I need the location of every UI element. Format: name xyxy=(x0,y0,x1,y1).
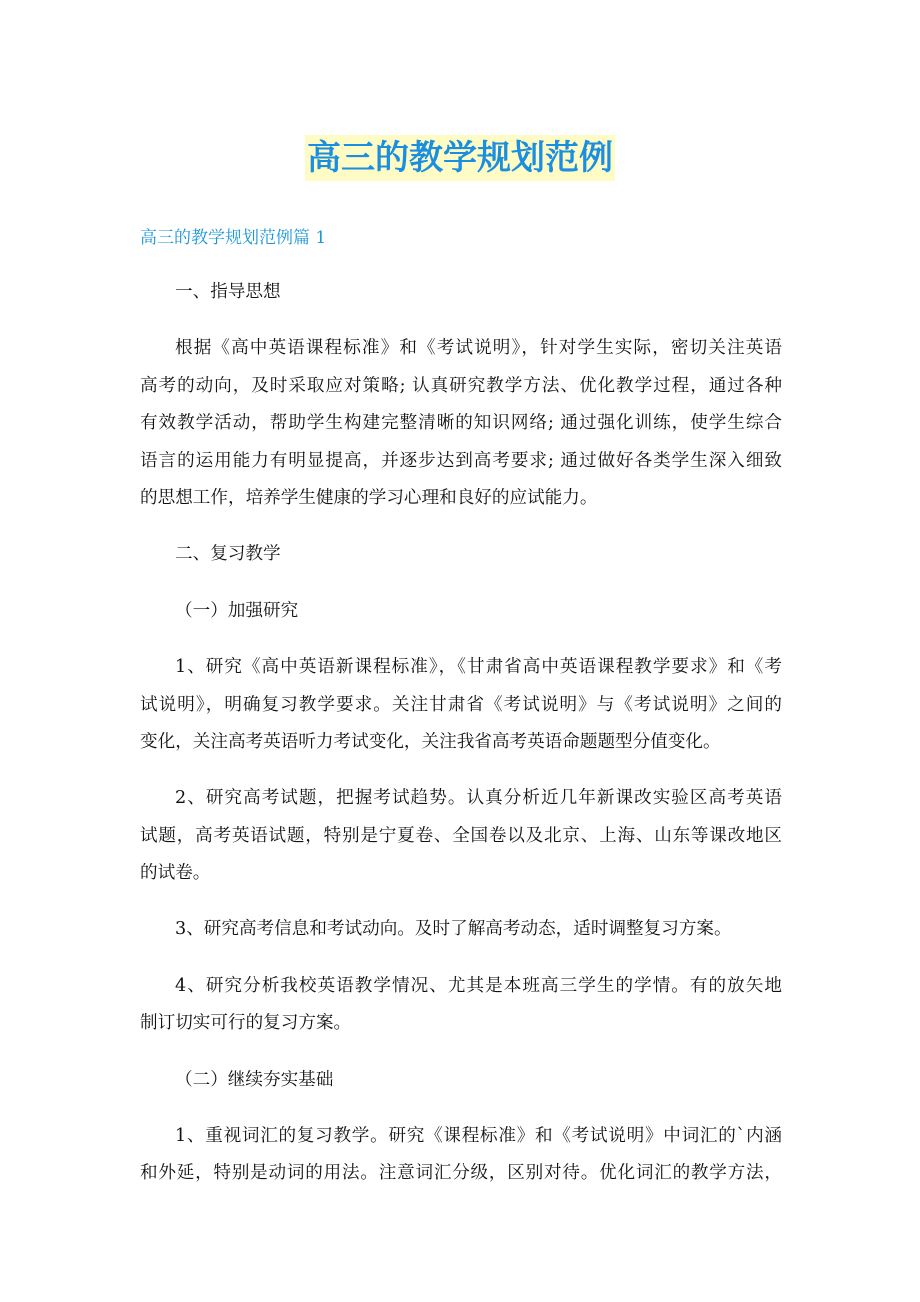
text-line: 制订切实可行的复习方案。 xyxy=(140,1013,352,1034)
section-heading xyxy=(140,593,782,630)
text-line: （二）继续夯实基础 xyxy=(175,1069,334,1090)
text-line: 1、重视词汇的复习教学。研究《课程标准》和《考试说明》中词汇的`内涵 xyxy=(175,1126,782,1147)
document-title: 高三的教学规划范例 xyxy=(305,135,615,181)
text-line: 高考的动向，及时采取应对策略; 认真研究教学方法、优化教学过程，通过各种 xyxy=(140,375,782,396)
text-line: 3、研究高考信息和考试动向。及时了解高考动态，适时调整复习方案。 xyxy=(175,919,732,940)
text-line: 变化，关注高考英语听力考试变化，关注我省高考英语命题题型分值变化。 xyxy=(140,731,721,752)
text-line: 和外延，特别是动词的用法。注意词汇分级，区别对待。优化词汇的教学方法， xyxy=(140,1163,782,1184)
text-line: 2、研究高考试题，把握考试趋势。认真分析近几年新课改实验区高考英语 xyxy=(175,788,782,809)
paragraph xyxy=(140,330,782,517)
section-heading xyxy=(140,274,782,311)
text-line: 语言的运用能力有明显提高，并逐步达到高考要求; 通过做好各类学生深入细致 xyxy=(140,450,782,471)
section-subtitle: 高三的教学规划范例篇 1 xyxy=(140,228,327,248)
text-line: 的思想工作，培养学生健康的学习心理和良好的应试能力。 xyxy=(140,487,598,508)
paragraph xyxy=(140,780,782,892)
text-line: 一、指导思想 xyxy=(175,282,281,302)
text-line: 试说明》，明确复习教学要求。关注甘肃省《考试说明》与《考试说明》之间的 xyxy=(140,694,782,715)
text-line: 1、研究《高中英语新课程标准》，《甘肃省高中英语课程教学要求》和《考 xyxy=(175,657,782,678)
section-heading xyxy=(140,1062,782,1099)
title-container xyxy=(0,135,920,181)
text-line: 试题，高考英语试题，特别是宁夏卷、全国卷以及北京、上海、山东等课改地区 xyxy=(140,825,782,846)
paragraph xyxy=(140,649,782,761)
text-line: 的试卷。 xyxy=(140,863,211,884)
paragraph xyxy=(140,1118,782,1193)
paragraph xyxy=(140,968,782,1043)
paragraph xyxy=(140,911,782,948)
text-line: 4、研究分析我校英语教学情况、尤其是本班高三学生的学情。有的放矢地 xyxy=(175,975,782,996)
text-line: 有效教学活动，帮助学生构建完整清晰的知识网络; 通过强化训练，使学生综合 xyxy=(140,413,782,434)
text-line: 二、复习教学 xyxy=(175,544,281,565)
document-body xyxy=(140,274,782,1212)
section-heading xyxy=(140,536,782,573)
text-line: 根据《高中英语课程标准》和《考试说明》，针对学生实际，密切关注英语 xyxy=(175,338,782,359)
text-line: （一）加强研究 xyxy=(175,600,299,621)
